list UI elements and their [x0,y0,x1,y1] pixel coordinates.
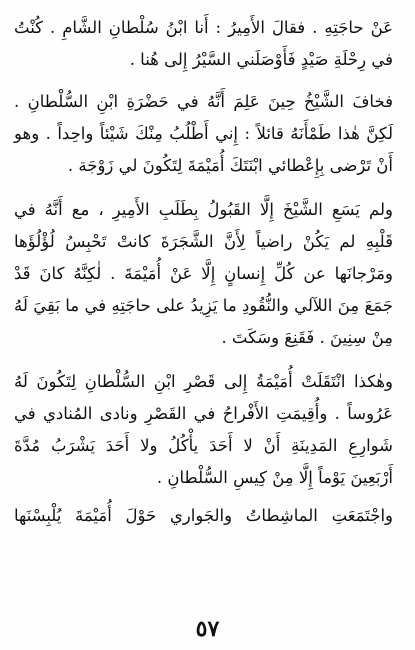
text-line: ومَرْجانَها عن كُلِّ إِنسانٍ إِلَّا عَنْ أُمَيْمَةَ . لٰكِنَّهُ كانَ قَدْ [14,264,393,283]
paragraph [14,500,393,532]
text-line: في رِحْلَةِ صَيْدٍ فَأَوْصَلَني السَّيْرُ إِلى هُنا . [129,50,393,69]
paragraph [14,12,393,76]
text-line: جَمَعَ مِنَ اللآلي والنُّقُودِ ما يَزِيدُ على حاجَتِهِ في ما بَقِيَ لَهُ [14,296,393,315]
text-line: واجْتَمَعَتِ الماشِطاتُ والجَواري حَوْلَ أُمَيْمَةَ يُلْبِسْنَها [14,506,393,525]
text-line: فخافَ الشَّيْخُ حِينَ عَلِمَ أَنَّهُ في حَضْرَةِ ابْنِ السُّلْطانِ . [14,92,393,111]
paragraph [14,86,393,182]
text-line: ولم يَسَعِ الشَّيْخَ إِلَّا القَبُولُ بِطَلَبِ الأَمِيرِ ، مع أَنَّهُ في [14,200,393,219]
text-line: لَكِنَّ هٰذا طَمْأَنَهُ قائلاً : إِني أَطْلُبُ مِنْكَ شَيْئاً واحِداً . وهو [14,124,393,143]
text-line: عَنْ حاجَتِهِ . فقالَ الأَمِيرُ : أَنا ابْنُ سُلْطانِ الشَّامِ . كُنْتُ [14,18,393,37]
text-line: قَلْبِهِ لم يَكُنْ راضياً لِأَنَّ الشَّجَرَةَ كانتْ تَحْبِسُ لُؤْلُؤَها [14,232,393,251]
text-line: مِنْ سِنِينَ . فَقَنِعَ وسَكَتَ . [221,328,393,347]
text-line: أَرْبَعِينَ يَوْماً إِلَّا مِنْ كِيسِ السُّلْطانِ . [156,468,393,487]
text-line: شَوارِعِ المَدِينَةِ أَنْ لا أَحَدَ يأْكُلُ ولا أَحَدَ يَشْرَبُ مُدَّةَ [14,436,393,455]
paragraph [14,194,393,354]
page-number: ٥٧ [195,616,220,642]
text-line: أَنْ تَرْضى بِإِعْطائي ابْنَتَكَ أُمَيْمَةَ لِتَكُونَ لي زَوْجَة . [67,156,393,175]
text-line: وهٰكذا انْتَقَلَتْ أُمَيْمَةُ إِلى قَصْرِ ابْنِ السُّلْطانِ لِتَكُونَ لَهُ [14,372,393,391]
text-line: عَرُوساً . وأُقِيمَتِ الأَفْراحُ في القَصْرِ ونادى المُنادي في [14,404,393,423]
paragraph [14,366,393,494]
